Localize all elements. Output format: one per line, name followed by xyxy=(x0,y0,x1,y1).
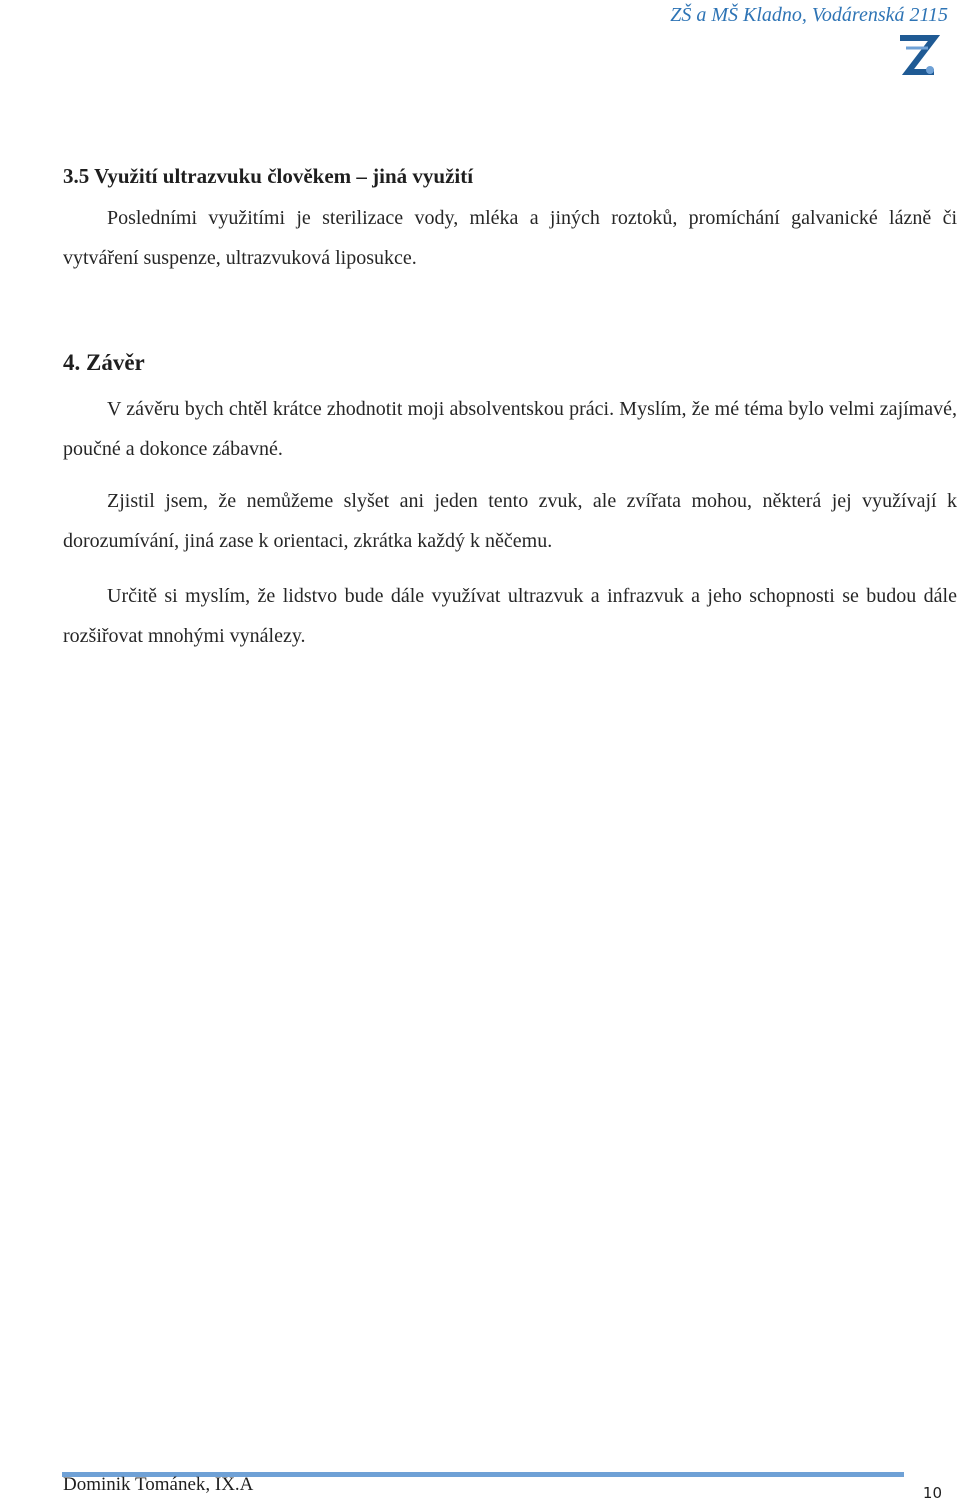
conclusion-paragraph-1: V závěru bych chtěl krátce zhodnotit moji absolventskou práci. Myslím, že mé téma bylo velmi zajímavé, poučné a dokonce zábavné. xyxy=(63,398,957,460)
section-paragraph: Posledními využitími je sterilizace vody, mléka a jiných roztoků, promíchání galvanické lázně či vytváření suspenze, ultrazvuková liposukce. xyxy=(63,207,957,269)
page-number: 10 xyxy=(922,1484,942,1502)
footer-author: Dominik Tománek, IX.A xyxy=(63,1474,254,1495)
school-name-header: ZŠ a MŠ Kladno, Vodárenská 2115 xyxy=(670,4,948,26)
section-heading: 3.5 Využití ultrazvuku člověkem – jiná využití xyxy=(63,164,474,188)
chapter-heading: 4. Závěr xyxy=(63,350,145,375)
conclusion-paragraph-3: Určitě si myslím, že lidstvo bude dále využívat ultrazvuk a infrazvuk a jeho schopnosti se budou dále rozšiřovat mnohými vynálezy. xyxy=(63,585,957,647)
conclusion-paragraph-2: Zjistil jsem, že nemůžeme slyšet ani jeden tento zvuk, ale zvířata mohou, některá jej využívají k dorozumívání, jiná zase k orientaci, zkrátka každý k něčemu. xyxy=(63,490,957,552)
school-logo-icon xyxy=(894,32,940,78)
